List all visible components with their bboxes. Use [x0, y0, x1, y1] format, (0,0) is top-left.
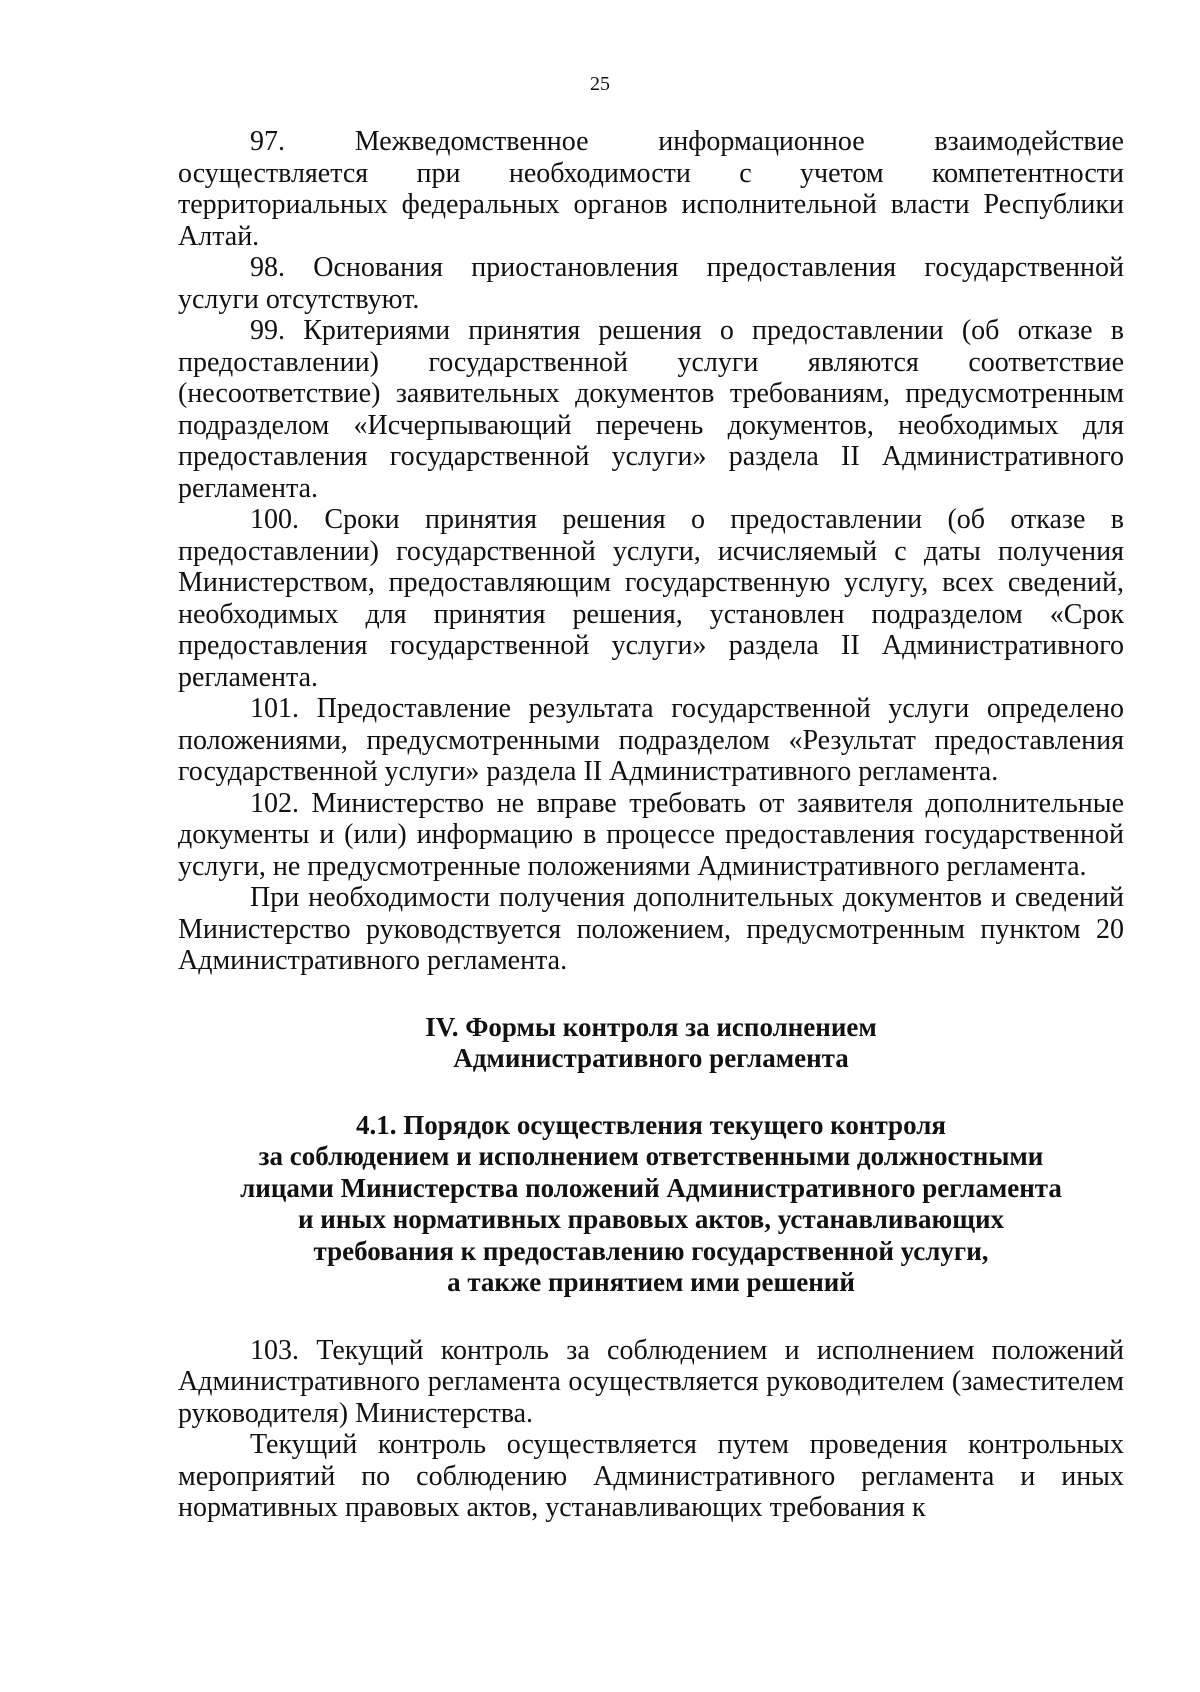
paragraph-103-continuation: Текущий контроль осуществляется путем проведения контрольных мероприятий по соблюдению Административного регламента и иных нормативных правовых актов, устанавливающих требования к: [178, 1429, 1124, 1523]
paragraph-101: 101. Предоставление результата государственной услуги определено положениями, предусмотренными подразделом «Результат предоставления государственной услуги» раздела II Административного регламента.: [178, 693, 1124, 787]
paragraph-102-continuation: При необходимости получения дополнительных документов и сведений Министерство руководствуется положением, предусмотренным пунктом 20 Административного регламента.: [178, 882, 1124, 976]
chapter-heading-line: Административного регламента: [453, 1043, 849, 1073]
chapter-heading: [178, 1012, 1124, 1075]
section-heading-line: и иных нормативных правовых актов, устанавливающих: [297, 1204, 1005, 1234]
section-heading-line: требования к предоставлению государственной услуги,: [313, 1235, 989, 1266]
page-number: 25: [590, 73, 610, 95]
paragraph-100: 100. Сроки принятия решения о предоставлении (об отказе в предоставлении) государственной услуги, исчисляемый с даты получения Министерством, предоставляющим государственную услугу, всех сведений, необходимых для принятия решения, установлен подразделом «Срок предоставления государственной услуги» раздела II Административного регламента.: [178, 504, 1124, 693]
section-heading-line: за соблюдением и исполнением ответственными должностными: [258, 1141, 1044, 1171]
paragraph-99: 99. Критериями принятия решения о предоставлении (об отказе в предоставлении) государственной услуги являются соответствие (несоответствие) заявительных документов требованиям, предусмотренным подразделом «Исчерпывающий перечень документов, необходимых для предоставления государственной услуги» раздела II Административного регламента.: [178, 315, 1124, 504]
spacer: [178, 1299, 1124, 1335]
section-heading-line: а также принятием ими решений: [447, 1267, 855, 1297]
paragraph-102: 102. Министерство не вправе требовать от заявителя дополнительные документы и (или) информацию в процессе предоставления государственной услуги, не предусмотренные положениями Административного регламента.: [178, 787, 1124, 882]
document-body: [178, 126, 1124, 1524]
paragraph-98: 98. Основания приостановления предоставления государственной услуги отсутствуют.: [178, 252, 1124, 315]
paragraph-103: 103. Текущий контроль за соблюдением и исполнением положений Административного регламента осуществляется руководителем (заместителем руководителя) Министерства.: [178, 1334, 1124, 1429]
section-heading-line: 4.1. Порядок осуществления текущего контроля: [356, 1109, 946, 1140]
chapter-heading-line: IV. Формы контроля за исполнением: [425, 1011, 877, 1042]
section-heading: [178, 1110, 1124, 1299]
paragraph-97: 97. Межведомственное информационное взаимодействие осуществляется при необходимости с учетом компетентности территориальных федеральных органов исполнительной власти Республики Алтай.: [178, 126, 1124, 252]
spacer: [178, 977, 1124, 1012]
section-heading-line: лицами Министерства положений Административного регламента: [240, 1172, 1062, 1203]
spacer: [178, 1075, 1124, 1110]
